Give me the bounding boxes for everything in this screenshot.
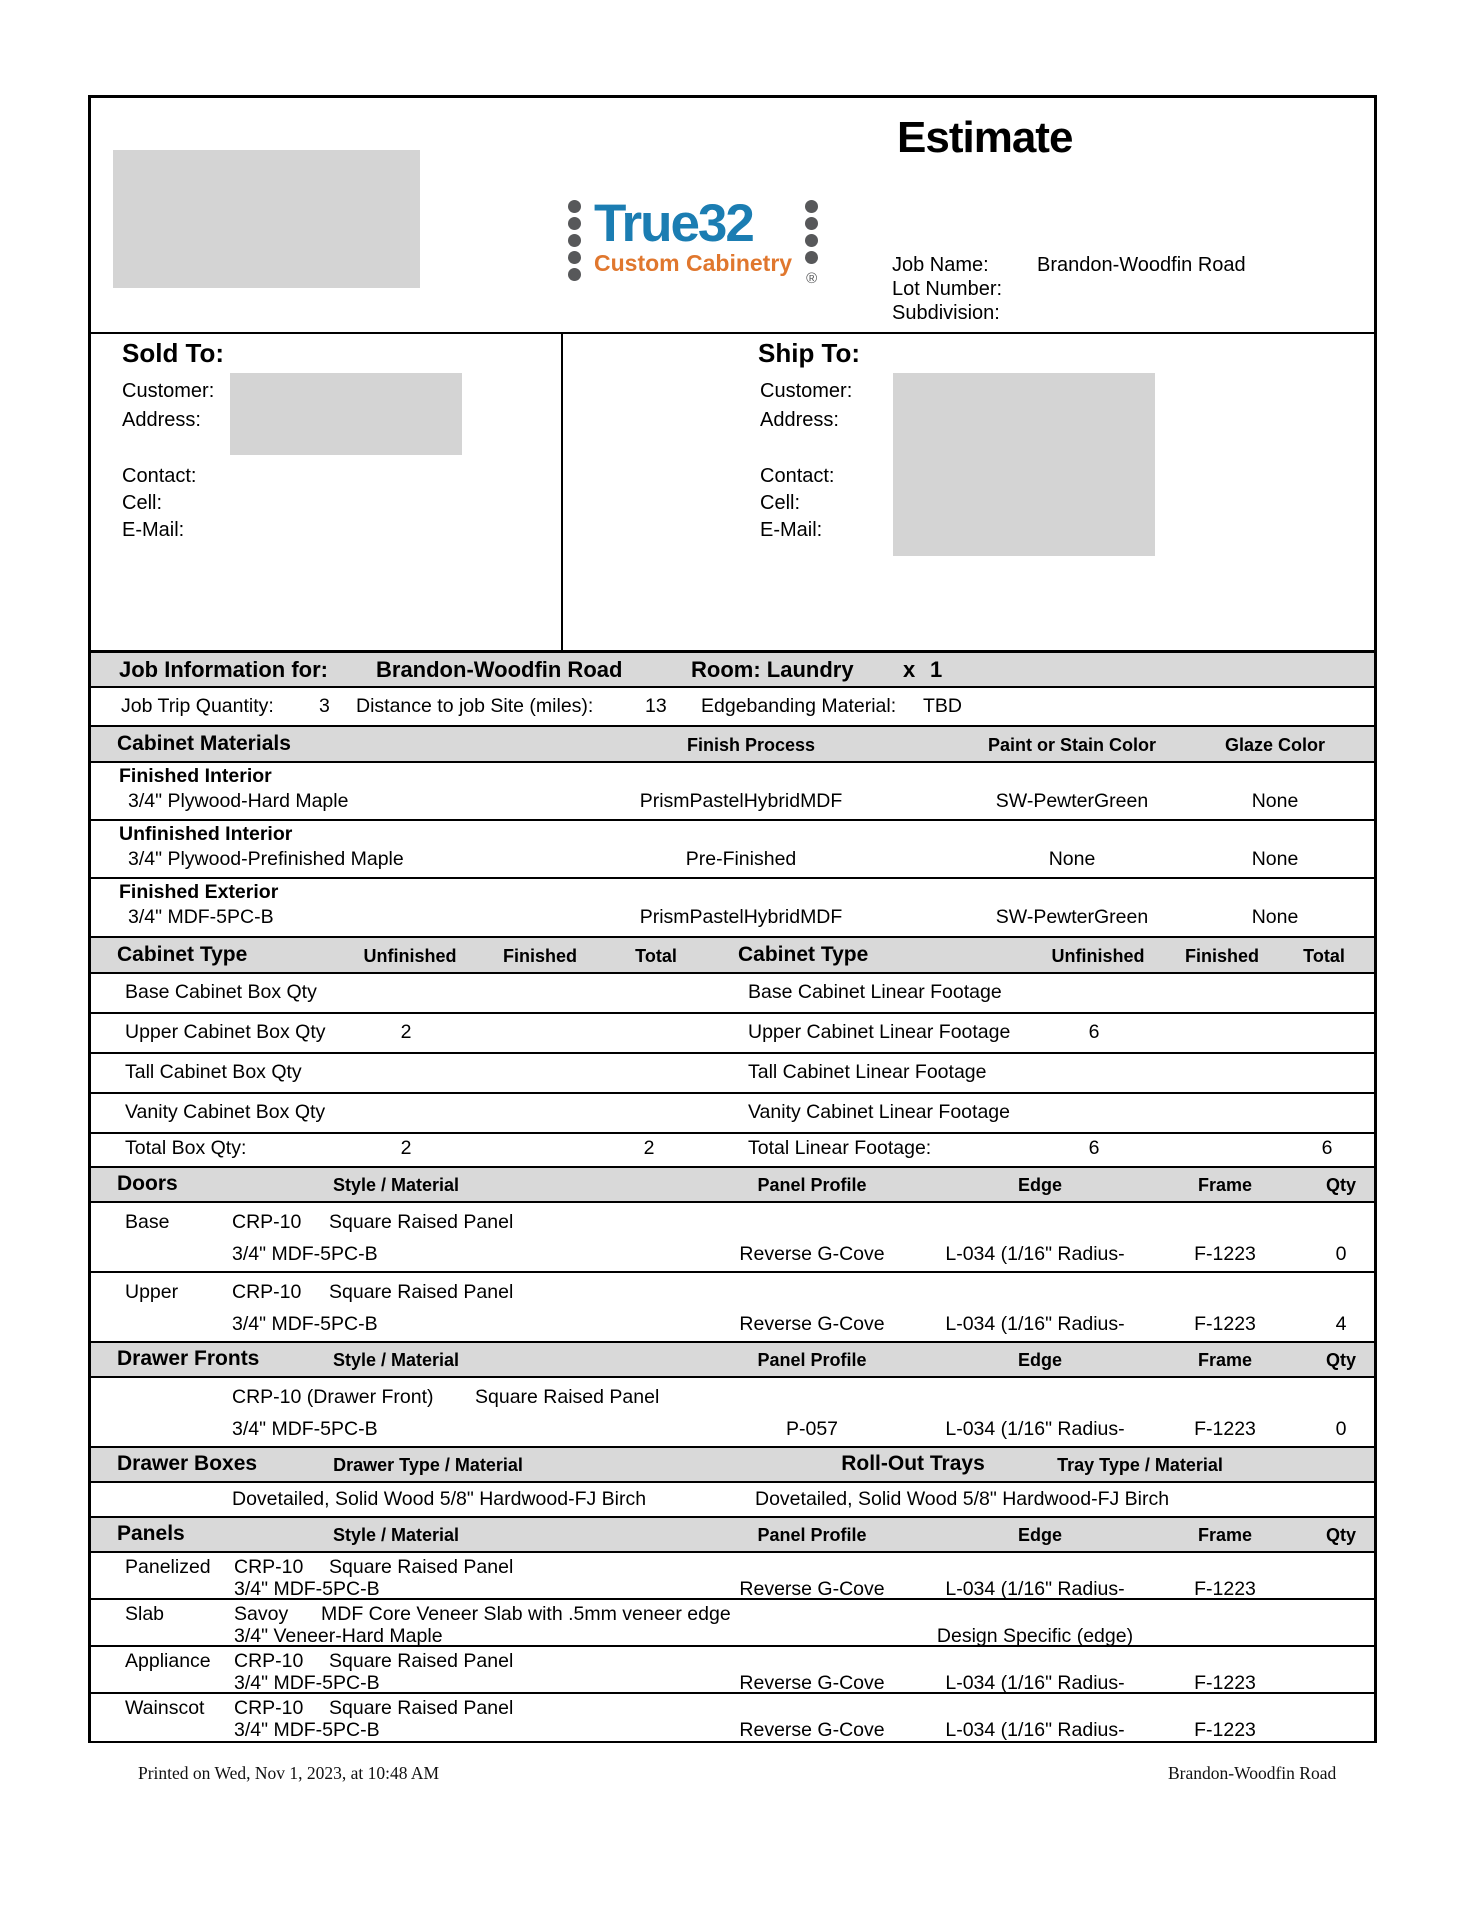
drawer-fronts-section-label: Drawer Fronts xyxy=(117,1347,260,1370)
job-information-times: x xyxy=(903,657,916,682)
material-paint: None xyxy=(1048,848,1096,870)
distance-label: Distance to job Site (miles): xyxy=(356,695,594,717)
subdivision-row xyxy=(892,301,1246,325)
drawer-boxes-section-label: Drawer Boxes xyxy=(117,1452,258,1475)
doors-header-bar xyxy=(91,1168,1374,1203)
total-linear-footage-total: 6 xyxy=(1321,1137,1333,1159)
finished-col-header: Finished xyxy=(502,946,578,966)
panel-row-wainscot xyxy=(91,1694,1374,1741)
paint-stain-color-header: Paint or Stain Color xyxy=(987,735,1157,755)
drawer-front-edge: L-034 (1/16" Radius- xyxy=(945,1418,1125,1440)
panel-edge: L-034 (1/16" Radius- xyxy=(945,1719,1125,1741)
ship-to-customer-label: Customer: xyxy=(760,380,853,402)
finish-process-header: Finish Process xyxy=(686,735,816,755)
panel-row-panelized xyxy=(91,1553,1374,1600)
trip-quantity-label: Job Trip Quantity: xyxy=(121,695,274,717)
linear-footage-unfinished: 6 xyxy=(1088,1021,1100,1043)
panel-profile-header: Panel Profile xyxy=(757,1350,867,1370)
panel-edge: L-034 (1/16" Radius- xyxy=(945,1578,1125,1600)
cabinet-type-header-bar xyxy=(91,938,1374,974)
material-finish: PrismPastelHybridMDF xyxy=(639,790,843,812)
logo-dots-left-icon xyxy=(568,196,581,281)
footer-printed-timestamp: Printed on Wed, Nov 1, 2023, at 10:48 AM xyxy=(138,1763,440,1783)
sold-to-address-label: Address: xyxy=(122,409,201,431)
header-band xyxy=(91,98,1374,334)
qty-header: Qty xyxy=(1325,1350,1357,1370)
panel-style-name: Square Raised Panel xyxy=(329,1697,514,1719)
panel-style-name: MDF Core Veneer Slab with .5mm veneer edge xyxy=(321,1603,731,1625)
door-style-name: Square Raised Panel xyxy=(329,1211,514,1233)
panel-type: Appliance xyxy=(125,1650,211,1672)
sold-to-heading: Sold To: xyxy=(122,338,225,368)
panel-frame: F-1223 xyxy=(1194,1672,1256,1694)
qty-header: Qty xyxy=(1325,1525,1357,1545)
material-group-label: Finished Exterior xyxy=(119,881,279,903)
ship-to-email-label: E-Mail: xyxy=(760,519,823,541)
logo-text xyxy=(594,196,792,277)
distance-value: 13 xyxy=(645,695,667,717)
subdivision-label: Subdivision: xyxy=(892,302,1000,324)
panel-edge: Design Specific (edge) xyxy=(936,1625,1134,1647)
job-information-bar xyxy=(91,650,1374,688)
box-qty-label: Vanity Cabinet Box Qty xyxy=(125,1101,326,1123)
box-qty-label: Upper Cabinet Box Qty xyxy=(125,1021,326,1043)
cabinet-type-row-tall xyxy=(91,1054,1374,1094)
cabinet-type-left-header: Cabinet Type xyxy=(117,943,248,966)
logo-brand-name: True32 xyxy=(594,194,753,253)
panel-style-code: CRP-10 xyxy=(234,1556,304,1578)
unfinished-col-header: Unfinished xyxy=(363,946,457,966)
door-style-name: Square Raised Panel xyxy=(329,1281,514,1303)
sold-to-cell-label: Cell: xyxy=(122,492,163,514)
style-material-header: Style / Material xyxy=(332,1525,460,1545)
cabinet-materials-section-label: Cabinet Materials xyxy=(117,732,291,755)
sold-to-contact-label: Contact: xyxy=(122,465,197,487)
drawer-front-material: 3/4" MDF-5PC-B xyxy=(232,1418,378,1440)
logo-tagline: Custom Cabinetry xyxy=(594,250,793,276)
door-style-code: CRP-10 xyxy=(232,1211,302,1233)
edgebanding-label: Edgebanding Material: xyxy=(701,695,897,717)
drawer-front-row xyxy=(91,1378,1374,1448)
panel-profile: Reverse G-Cove xyxy=(739,1719,885,1741)
roll-out-trays-label: Roll-Out Trays xyxy=(841,1452,985,1475)
job-information-job-name: Brandon-Woodfin Road xyxy=(376,657,623,682)
material-name: 3/4" MDF-5PC-B xyxy=(128,906,274,928)
frame-header: Frame xyxy=(1197,1525,1253,1545)
door-qty: 0 xyxy=(1335,1243,1347,1265)
material-row-finished-exterior xyxy=(91,879,1374,938)
door-edge: L-034 (1/16" Radius- xyxy=(945,1243,1125,1265)
material-finish: Pre-Finished xyxy=(685,848,797,870)
ship-to-contact-label: Contact: xyxy=(760,465,835,487)
drawer-box-row xyxy=(91,1483,1374,1518)
ship-to-heading: Ship To: xyxy=(758,338,861,368)
cabinet-type-total-row xyxy=(91,1134,1374,1168)
tray-type-material-header: Tray Type / Material xyxy=(1057,1455,1223,1475)
material-group-label: Finished Interior xyxy=(119,765,272,787)
door-panel-profile: Reverse G-Cove xyxy=(739,1243,885,1265)
door-frame: F-1223 xyxy=(1194,1313,1256,1335)
style-material-header: Style / Material xyxy=(332,1350,460,1370)
linear-footage-label: Tall Cabinet Linear Footage xyxy=(748,1061,987,1083)
panel-profile: Reverse G-Cove xyxy=(739,1672,885,1694)
panel-type: Slab xyxy=(125,1603,165,1625)
cabinet-type-right-header: Cabinet Type xyxy=(738,943,869,966)
drawer-front-style-name: Square Raised Panel xyxy=(475,1386,660,1408)
edge-header: Edge xyxy=(1017,1350,1063,1370)
panel-material: 3/4" Veneer-Hard Maple xyxy=(234,1625,443,1647)
cabinet-type-row-upper xyxy=(91,1014,1374,1054)
material-row-finished-interior xyxy=(91,763,1374,821)
panel-style-code: CRP-10 xyxy=(234,1697,304,1719)
panel-material: 3/4" MDF-5PC-B xyxy=(234,1578,380,1600)
drawer-front-style-code: CRP-10 (Drawer Front) xyxy=(232,1386,434,1408)
estimate-document xyxy=(88,95,1377,1743)
material-finish: PrismPastelHybridMDF xyxy=(639,906,843,928)
drawer-front-panel-profile: P-057 xyxy=(785,1418,839,1440)
cabinet-type-row-base xyxy=(91,974,1374,1014)
document-title: Estimate xyxy=(897,113,1073,162)
panel-frame: F-1223 xyxy=(1194,1578,1256,1600)
job-meta-block xyxy=(892,253,1246,325)
job-name-label: Job Name: xyxy=(892,254,989,276)
job-name-row xyxy=(892,253,1246,277)
linear-footage-label: Base Cabinet Linear Footage xyxy=(748,981,1002,1003)
panels-section-label: Panels xyxy=(117,1522,185,1545)
panel-style-code: Savoy xyxy=(234,1603,289,1625)
cabinet-type-row-vanity xyxy=(91,1094,1374,1134)
door-material: 3/4" MDF-5PC-B xyxy=(232,1243,378,1265)
redacted-company-logo xyxy=(113,150,420,288)
material-name: 3/4" Plywood-Hard Maple xyxy=(128,790,349,812)
door-type: Base xyxy=(125,1211,170,1233)
lot-number-label: Lot Number: xyxy=(892,278,1003,300)
qty-header: Qty xyxy=(1325,1175,1357,1195)
total-box-qty-total: 2 xyxy=(643,1137,655,1159)
door-edge: L-034 (1/16" Radius- xyxy=(945,1313,1125,1335)
doors-section-label: Doors xyxy=(117,1172,178,1195)
job-information-label: Job Information for: xyxy=(119,657,328,682)
frame-header: Frame xyxy=(1197,1350,1253,1370)
door-type: Upper xyxy=(125,1281,179,1303)
logo-dots-right-icon xyxy=(805,196,818,287)
edge-header: Edge xyxy=(1017,1525,1063,1545)
panel-profile: Reverse G-Cove xyxy=(739,1578,885,1600)
lot-number-row xyxy=(892,277,1246,301)
box-qty-unfinished: 2 xyxy=(400,1021,412,1043)
material-paint: SW-PewterGreen xyxy=(995,790,1149,812)
frame-header: Frame xyxy=(1197,1175,1253,1195)
total-linear-footage-label: Total Linear Footage: xyxy=(748,1137,932,1159)
true32-logo xyxy=(568,196,818,287)
job-information-room-quantity: 1 xyxy=(930,657,943,682)
cabinet-materials-header-bar xyxy=(91,727,1374,763)
roll-out-tray-material: Dovetailed, Solid Wood 5/8" Hardwood-FJ Birch xyxy=(755,1488,1170,1510)
drawer-front-frame: F-1223 xyxy=(1194,1418,1256,1440)
unfinished-col-header: Unfinished xyxy=(1051,946,1145,966)
registered-trademark-icon: ® xyxy=(806,270,818,287)
material-paint: SW-PewterGreen xyxy=(995,906,1149,928)
panel-style-code: CRP-10 xyxy=(234,1650,304,1672)
edge-header: Edge xyxy=(1017,1175,1063,1195)
panel-style-name: Square Raised Panel xyxy=(329,1650,514,1672)
style-material-header: Style / Material xyxy=(332,1175,460,1195)
total-col-header: Total xyxy=(1303,946,1345,966)
job-information-room: Room: Laundry xyxy=(691,657,854,682)
panel-type: Panelized xyxy=(125,1556,211,1578)
material-glaze: None xyxy=(1251,906,1299,928)
door-frame: F-1223 xyxy=(1194,1243,1256,1265)
sold-to-customer-label: Customer: xyxy=(122,380,215,402)
panel-type: Wainscot xyxy=(125,1697,205,1719)
material-glaze: None xyxy=(1251,790,1299,812)
box-qty-label: Tall Cabinet Box Qty xyxy=(125,1061,302,1083)
footer-job-name: Brandon-Woodfin Road xyxy=(1168,1763,1337,1783)
box-qty-label: Base Cabinet Box Qty xyxy=(125,981,317,1003)
drawer-fronts-header-bar xyxy=(91,1343,1374,1378)
glaze-color-header: Glaze Color xyxy=(1224,735,1326,755)
panels-header-bar xyxy=(91,1518,1374,1553)
total-box-qty-unfinished: 2 xyxy=(400,1137,412,1159)
redacted-sold-to-info xyxy=(230,373,462,455)
drawer-box-material: Dovetailed, Solid Wood 5/8" Hardwood-FJ Birch xyxy=(232,1488,647,1510)
door-style-code: CRP-10 xyxy=(232,1281,302,1303)
panel-material: 3/4" MDF-5PC-B xyxy=(234,1672,380,1694)
material-glaze: None xyxy=(1251,848,1299,870)
door-row-base xyxy=(91,1203,1374,1273)
material-name: 3/4" Plywood-Prefinished Maple xyxy=(128,848,404,870)
parties-divider xyxy=(561,334,563,650)
door-panel-profile: Reverse G-Cove xyxy=(739,1313,885,1335)
panel-profile-header: Panel Profile xyxy=(757,1175,867,1195)
panel-profile-header: Panel Profile xyxy=(757,1525,867,1545)
sold-to-email-label: E-Mail: xyxy=(122,519,185,541)
total-box-qty-label: Total Box Qty: xyxy=(125,1137,247,1159)
job-name-value: Brandon-Woodfin Road xyxy=(1037,254,1246,276)
finished-col-header: Finished xyxy=(1184,946,1260,966)
door-material: 3/4" MDF-5PC-B xyxy=(232,1313,378,1335)
linear-footage-label: Upper Cabinet Linear Footage xyxy=(748,1021,1011,1043)
material-row-unfinished-interior xyxy=(91,821,1374,879)
parties-band xyxy=(91,334,1374,650)
panel-row-slab xyxy=(91,1600,1374,1647)
ship-to-address-label: Address: xyxy=(760,409,839,431)
panel-style-name: Square Raised Panel xyxy=(329,1556,514,1578)
drawer-front-qty: 0 xyxy=(1335,1418,1347,1440)
door-qty: 4 xyxy=(1335,1313,1347,1335)
job-trip-row xyxy=(91,688,1374,727)
redacted-ship-to-info xyxy=(893,373,1155,556)
linear-footage-label: Vanity Cabinet Linear Footage xyxy=(748,1101,1010,1123)
trip-quantity-value: 3 xyxy=(319,695,330,717)
panel-material: 3/4" MDF-5PC-B xyxy=(234,1719,380,1741)
panel-frame: F-1223 xyxy=(1194,1719,1256,1741)
edgebanding-value: TBD xyxy=(923,695,962,717)
material-group-label: Unfinished Interior xyxy=(119,823,293,845)
drawer-type-material-header: Drawer Type / Material xyxy=(333,1455,523,1475)
door-row-upper xyxy=(91,1273,1374,1343)
total-col-header: Total xyxy=(635,946,677,966)
panel-edge: L-034 (1/16" Radius- xyxy=(945,1672,1125,1694)
drawer-boxes-header-bar xyxy=(91,1448,1374,1483)
total-linear-footage-unfinished: 6 xyxy=(1088,1137,1100,1159)
panel-row-appliance xyxy=(91,1647,1374,1694)
ship-to-cell-label: Cell: xyxy=(760,492,801,514)
